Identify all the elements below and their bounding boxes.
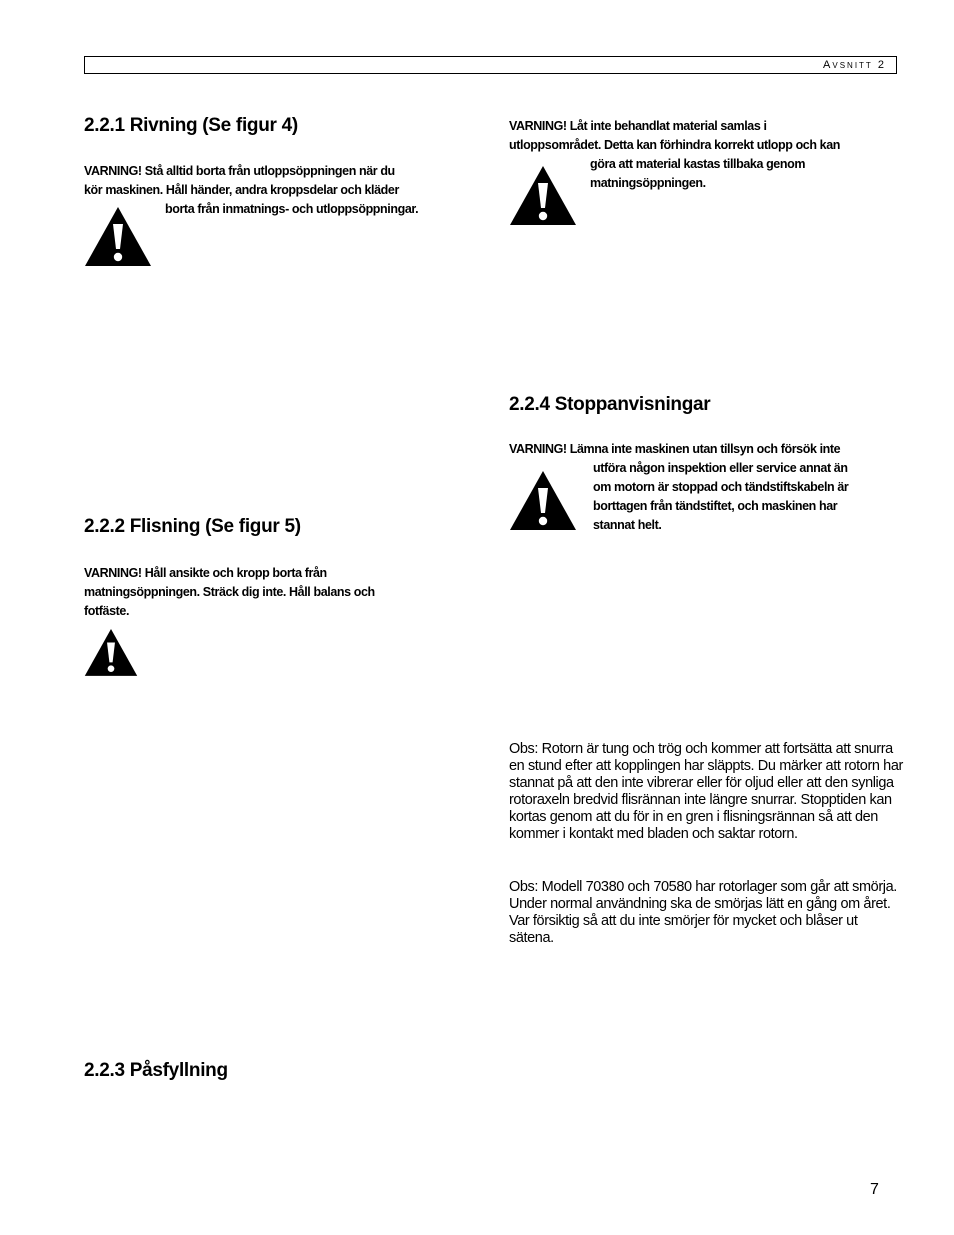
- note-line: kommer i kontakt med bladen och saktar rotorn.: [509, 826, 798, 842]
- warning-line: utloppsområdet. Detta kan förhindra korrekt utlopp och kan: [509, 138, 841, 152]
- note-line: att snurra en stund efter att kopplingen har släppts. Du: [509, 741, 893, 774]
- heading-2-2-4: 2.2.4 Stoppanvisningar: [509, 394, 711, 415]
- heading-2-2-3: 2.2.3 Påsfyllning: [84, 1060, 228, 1081]
- section-label: Avsnitt 2: [823, 59, 886, 71]
- warning-line: borta från inmatnings- och utloppsöppningar.: [165, 202, 419, 216]
- note-line: mycket och blåser ut sätena.: [509, 913, 858, 946]
- heading-2-2-1: 2.2.1 Rivning (Se figur 4): [84, 115, 298, 136]
- note-line: gång om året. Var försiktig så att du inte smörjer för: [509, 896, 891, 929]
- warning-triangle-icon: [84, 205, 152, 267]
- section-header-bar: [84, 56, 897, 74]
- warning-triangle-icon: [509, 469, 577, 531]
- note-line: eller för oljud eller att den synliga rotoraxeln bredvid: [509, 775, 894, 808]
- warning-line: VARNING! Lämna inte maskinen utan tillsyn och försök inte: [509, 442, 841, 456]
- warning-line: kör maskinen. Håll händer, andra kroppsdelar och kläder: [84, 183, 399, 197]
- note-rotor-bearings: [509, 879, 904, 947]
- heading-2-2-2: 2.2.2 Flisning (Se figur 5): [84, 516, 301, 537]
- note-line: genom att du för in en gren i flisningsrännan så att den: [549, 809, 878, 825]
- warning-line: stannat helt.: [593, 518, 662, 532]
- note-line: märker att rotorn har stannat på att den inte vibrerar: [509, 758, 903, 791]
- page-number: 7: [870, 1181, 879, 1198]
- warning-triangle-icon: [509, 164, 577, 226]
- warning-line: VARNING! Låt inte behandlat material samlas i: [509, 119, 767, 133]
- note-line: Obs: Rotorn är tung och trög och kommer att fortsätta: [509, 741, 832, 757]
- warning-line: utföra någon inspektion eller service annat än: [593, 461, 848, 475]
- warning-line: matningsöppningen. Sträck dig inte. Håll balans och: [84, 585, 375, 599]
- warning-text-2-2-2: [84, 564, 484, 621]
- warning-line: borttagen från tändstiftet, och maskinen har: [593, 499, 838, 513]
- note-line: Obs: Modell 70380 och 70580 har rotorlager som går att: [509, 879, 849, 895]
- note-rotor-stop: [509, 741, 904, 843]
- warning-line: göra att material kastas tillbaka genom: [590, 157, 806, 171]
- note-line: smörja. Under normal användning ska de smörjas lätt en: [509, 879, 897, 912]
- warning-line: om motorn är stoppad och tändstiftskabeln är: [593, 480, 849, 494]
- warning-line: VARNING! Håll ansikte och kropp borta från: [84, 566, 327, 580]
- warning-line: matningsöppningen.: [590, 176, 706, 190]
- warning-line: VARNING! Stå alltid borta från utloppsöppningen när du: [84, 164, 395, 178]
- note-line: flisrännan inte längre snurrar. Stopptiden kan kortas: [509, 792, 892, 825]
- warning-line: fotfäste.: [84, 604, 130, 618]
- warning-triangle-icon: [84, 627, 138, 677]
